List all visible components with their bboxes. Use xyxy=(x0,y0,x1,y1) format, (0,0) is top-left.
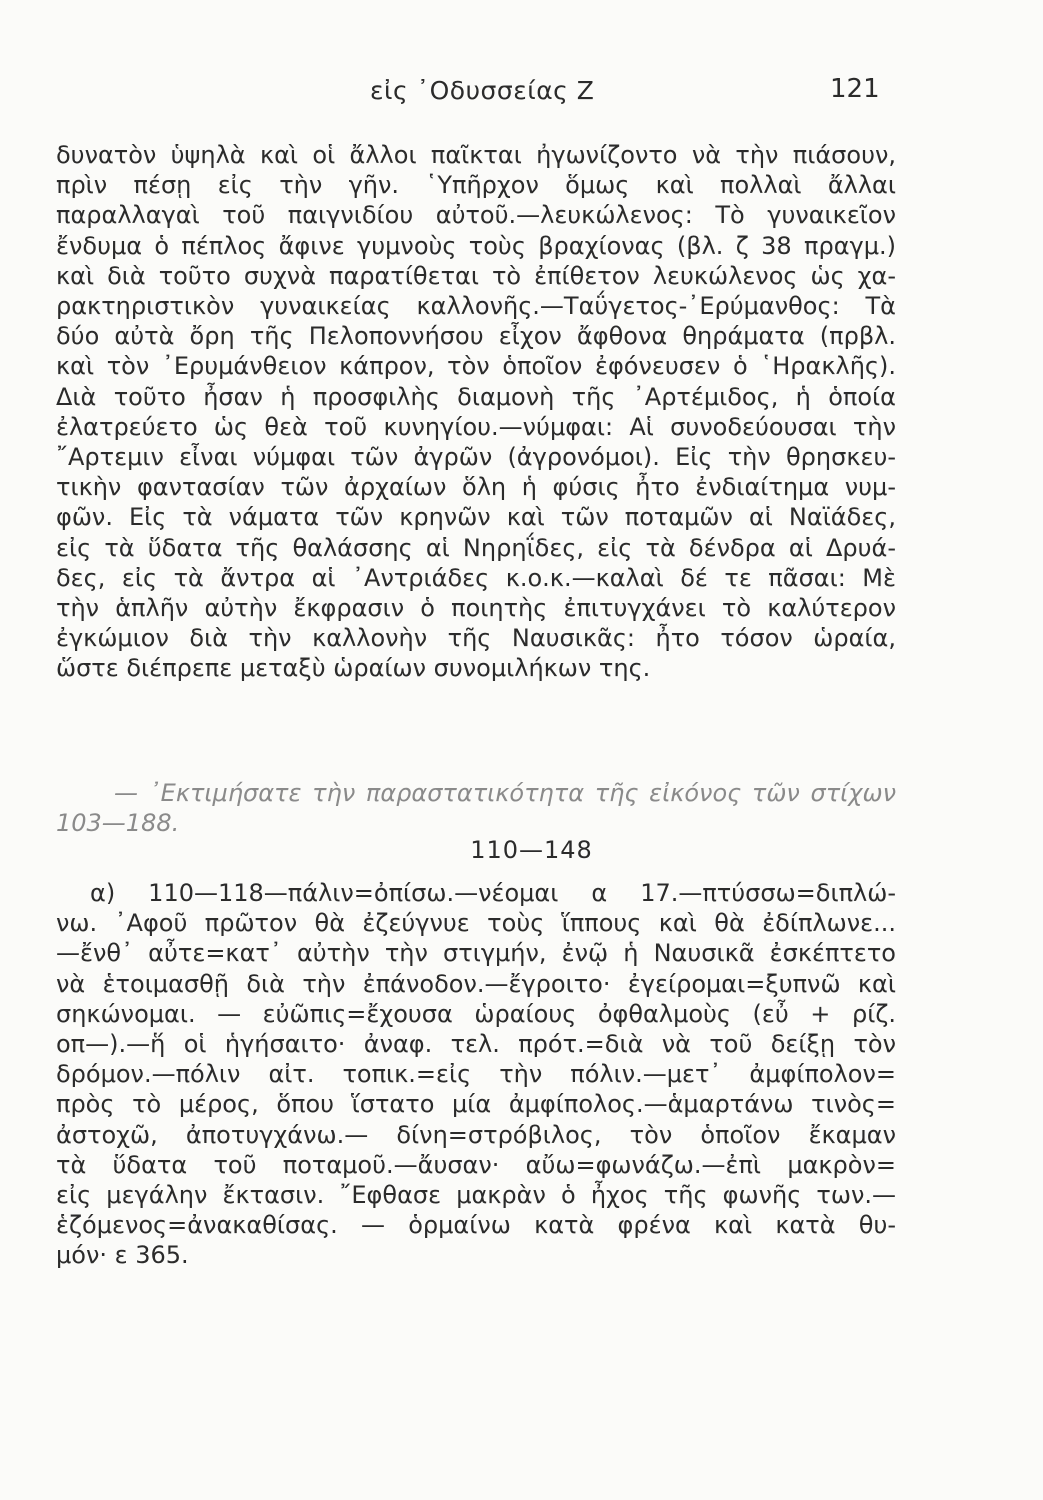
page-number: 121 xyxy=(830,74,880,104)
text-line: ῎Αρτεμιν εἶναι νύμφαι τῶν ἀγρῶν (ἀγρονόμοι). Εἰς τὴν θρησκευ- xyxy=(56,443,896,472)
exercise-line: — ᾿Εκτιμήσατε τὴν παραστατικότητα τῆς εἰκόνος τῶν στίχων xyxy=(114,779,896,807)
text-line: πρὶν πέσῃ εἰς τὴν γῆν. ῾Υπῆρχον ὅμως καὶ πολλαὶ ἄλλαι xyxy=(56,171,896,200)
text-line: τικὴν φαντασίαν τῶν ἀρχαίων ὅλη ἡ φύσις ἦτο ἐνδιαίτημα νυμ- xyxy=(56,473,896,502)
verse-commentary xyxy=(56,878,896,1271)
section-title: 110—148 xyxy=(470,836,593,864)
exercise-note xyxy=(56,778,896,838)
text-line: δυνατὸν ὑψηλὰ καὶ οἱ ἄλλοι παῖκται ἠγωνίζοντο νὰ τὴν πιάσουν, xyxy=(56,141,896,169)
text-line: ἀστοχῶ, ἀποτυγχάνω.— δίνη=στρόβιλος, τὸν ὁποῖον ἔκαμαν xyxy=(56,1120,896,1149)
text-line: ἑζόμενος=ἀνακαθίσας. — ὁρμαίνω κατὰ φρένα καὶ κατὰ θυ- xyxy=(56,1211,896,1240)
text-line: οπ—).—ἥ οἱ ἡγήσαιτο· ἀναφ. τελ. πρότ.=διὰ νὰ τοῦ δείξῃ τὸν xyxy=(56,1030,896,1059)
text-line: νὰ ἑτοιμασθῇ διὰ τὴν ἐπάνοδον.—ἔγροιτο· ἐγείρομαι=ξυπνῶ καὶ xyxy=(56,969,896,998)
text-line: τὰ ὕδατα τοῦ ποταμοῦ.—ἄυσαν· αὔω=φωνάζω.—ἐπὶ μακρὸν= xyxy=(56,1150,896,1179)
running-title: εἰς ᾿Οδυσσείας Ζ xyxy=(370,76,595,105)
text-line: σηκώνομαι. — εὐῶπις=ἔχουσα ὡραίους ὀφθαλμοὺς (εὖ + ρίζ. xyxy=(56,999,896,1028)
text-line: ρακτηριστικὸν γυναικείας καλλονῆς.—Ταΰγετος-᾿Ερύμανθος: Τὰ xyxy=(56,292,896,321)
text-line: ἐλατρεύετο ὡς θεὰ τοῦ κυνηγίου.—νύμφαι: Αἱ συνοδεύουσαι τὴν xyxy=(56,412,896,441)
exercise-line: 103—188. xyxy=(56,809,180,838)
text-line: καὶ τὸν ᾿Ερυμάνθειον κάπρον, τὸν ὁποῖον ἐφόνευσεν ὁ ῾Ηρακλῆς). xyxy=(56,352,896,381)
page-header xyxy=(0,72,1043,112)
text-line: Διὰ τοῦτο ἦσαν ἡ προσφιλὴς διαμονὴ τῆς ᾿Αρτέμιδος, ἡ ὁποία xyxy=(56,382,896,411)
text-line: ὥστε διέπρεπε μεταξὺ ὡραίων συνομιλήκων της. xyxy=(56,654,651,683)
text-line: εἰς τὰ ὕδατα τῆς θαλάσσης αἱ Νηρηΐδες, εἰς τὰ δένδρα αἱ Δρυά- xyxy=(56,533,896,562)
text-line: παραλλαγαὶ τοῦ παιγνιδίου αὐτοῦ.—λευκώλενος: Τὸ γυναικεῖον xyxy=(56,201,896,230)
text-line: δύο αὐτὰ ὄρη τῆς Πελοποννήσου εἶχον ἄφθονα θηράματα (πρβλ. xyxy=(56,322,896,351)
text-line: πρὸς τὸ μέρος, ὅπου ἵστατο μία ἀμφίπολος.—ἁμαρτάνω τινὸς= xyxy=(56,1090,896,1119)
text-line: φῶν. Εἰς τὰ νάματα τῶν κρηνῶν καὶ τῶν ποταμῶν αἱ Ναϊάδες, xyxy=(56,503,896,532)
text-line: τὴν ἁπλῆν αὐτὴν ἔκφρασιν ὁ ποιητὴς ἐπιτυγχάνει τὸ καλύτερον xyxy=(56,594,896,623)
text-line: καὶ διὰ τοῦτο συχνὰ παρατίθεται τὸ ἐπίθετον λευκώλενος ὡς χα- xyxy=(56,261,896,290)
text-line: δρόμον.—πόλιν αἰτ. τοπικ.=εἰς τὴν πόλιν.—μετ᾿ ἀμφίπολον= xyxy=(56,1060,896,1089)
text-line: δες, εἰς τὰ ἄντρα αἱ ᾿Αντριάδες κ.ο.κ.—καλαὶ δέ τε πᾶσαι: Μὲ xyxy=(56,563,896,592)
text-line: —ἔνθ᾿ αὖτε=κατ᾿ αὐτὴν τὴν στιγμήν, ἐνῷ ἡ Ναυσικᾶ ἐσκέπτετο xyxy=(56,939,896,968)
text-line: ἐγκώμιον διὰ τὴν καλλονὴν τῆς Ναυσικᾶς: ἦτο τόσον ὡραία, xyxy=(56,624,896,653)
text-line: μόν· ε 365. xyxy=(56,1241,189,1270)
commentary-paragraph xyxy=(56,140,896,684)
text-line: ἔνδυμα ὁ πέπλος ἄφινε γυμνοὺς τοὺς βραχίονας (βλ. ζ 38 πραγμ.) xyxy=(56,231,896,260)
text-line: εἰς μεγάλην ἔκτασιν. ῎Εφθασε μακρὰν ὁ ἦχος τῆς φωνῆς των.— xyxy=(56,1181,896,1210)
text-line: α) 110—118—πάλιν=ὀπίσω.—νέομαι α 17.—πτύσσω=διπλώ- xyxy=(90,879,896,907)
text-line: νω. ᾿Αφοῦ πρῶτον θὰ ἐζεύγνυε τοὺς ἵππους καὶ θὰ ἐδίπλωνε... xyxy=(56,909,896,938)
